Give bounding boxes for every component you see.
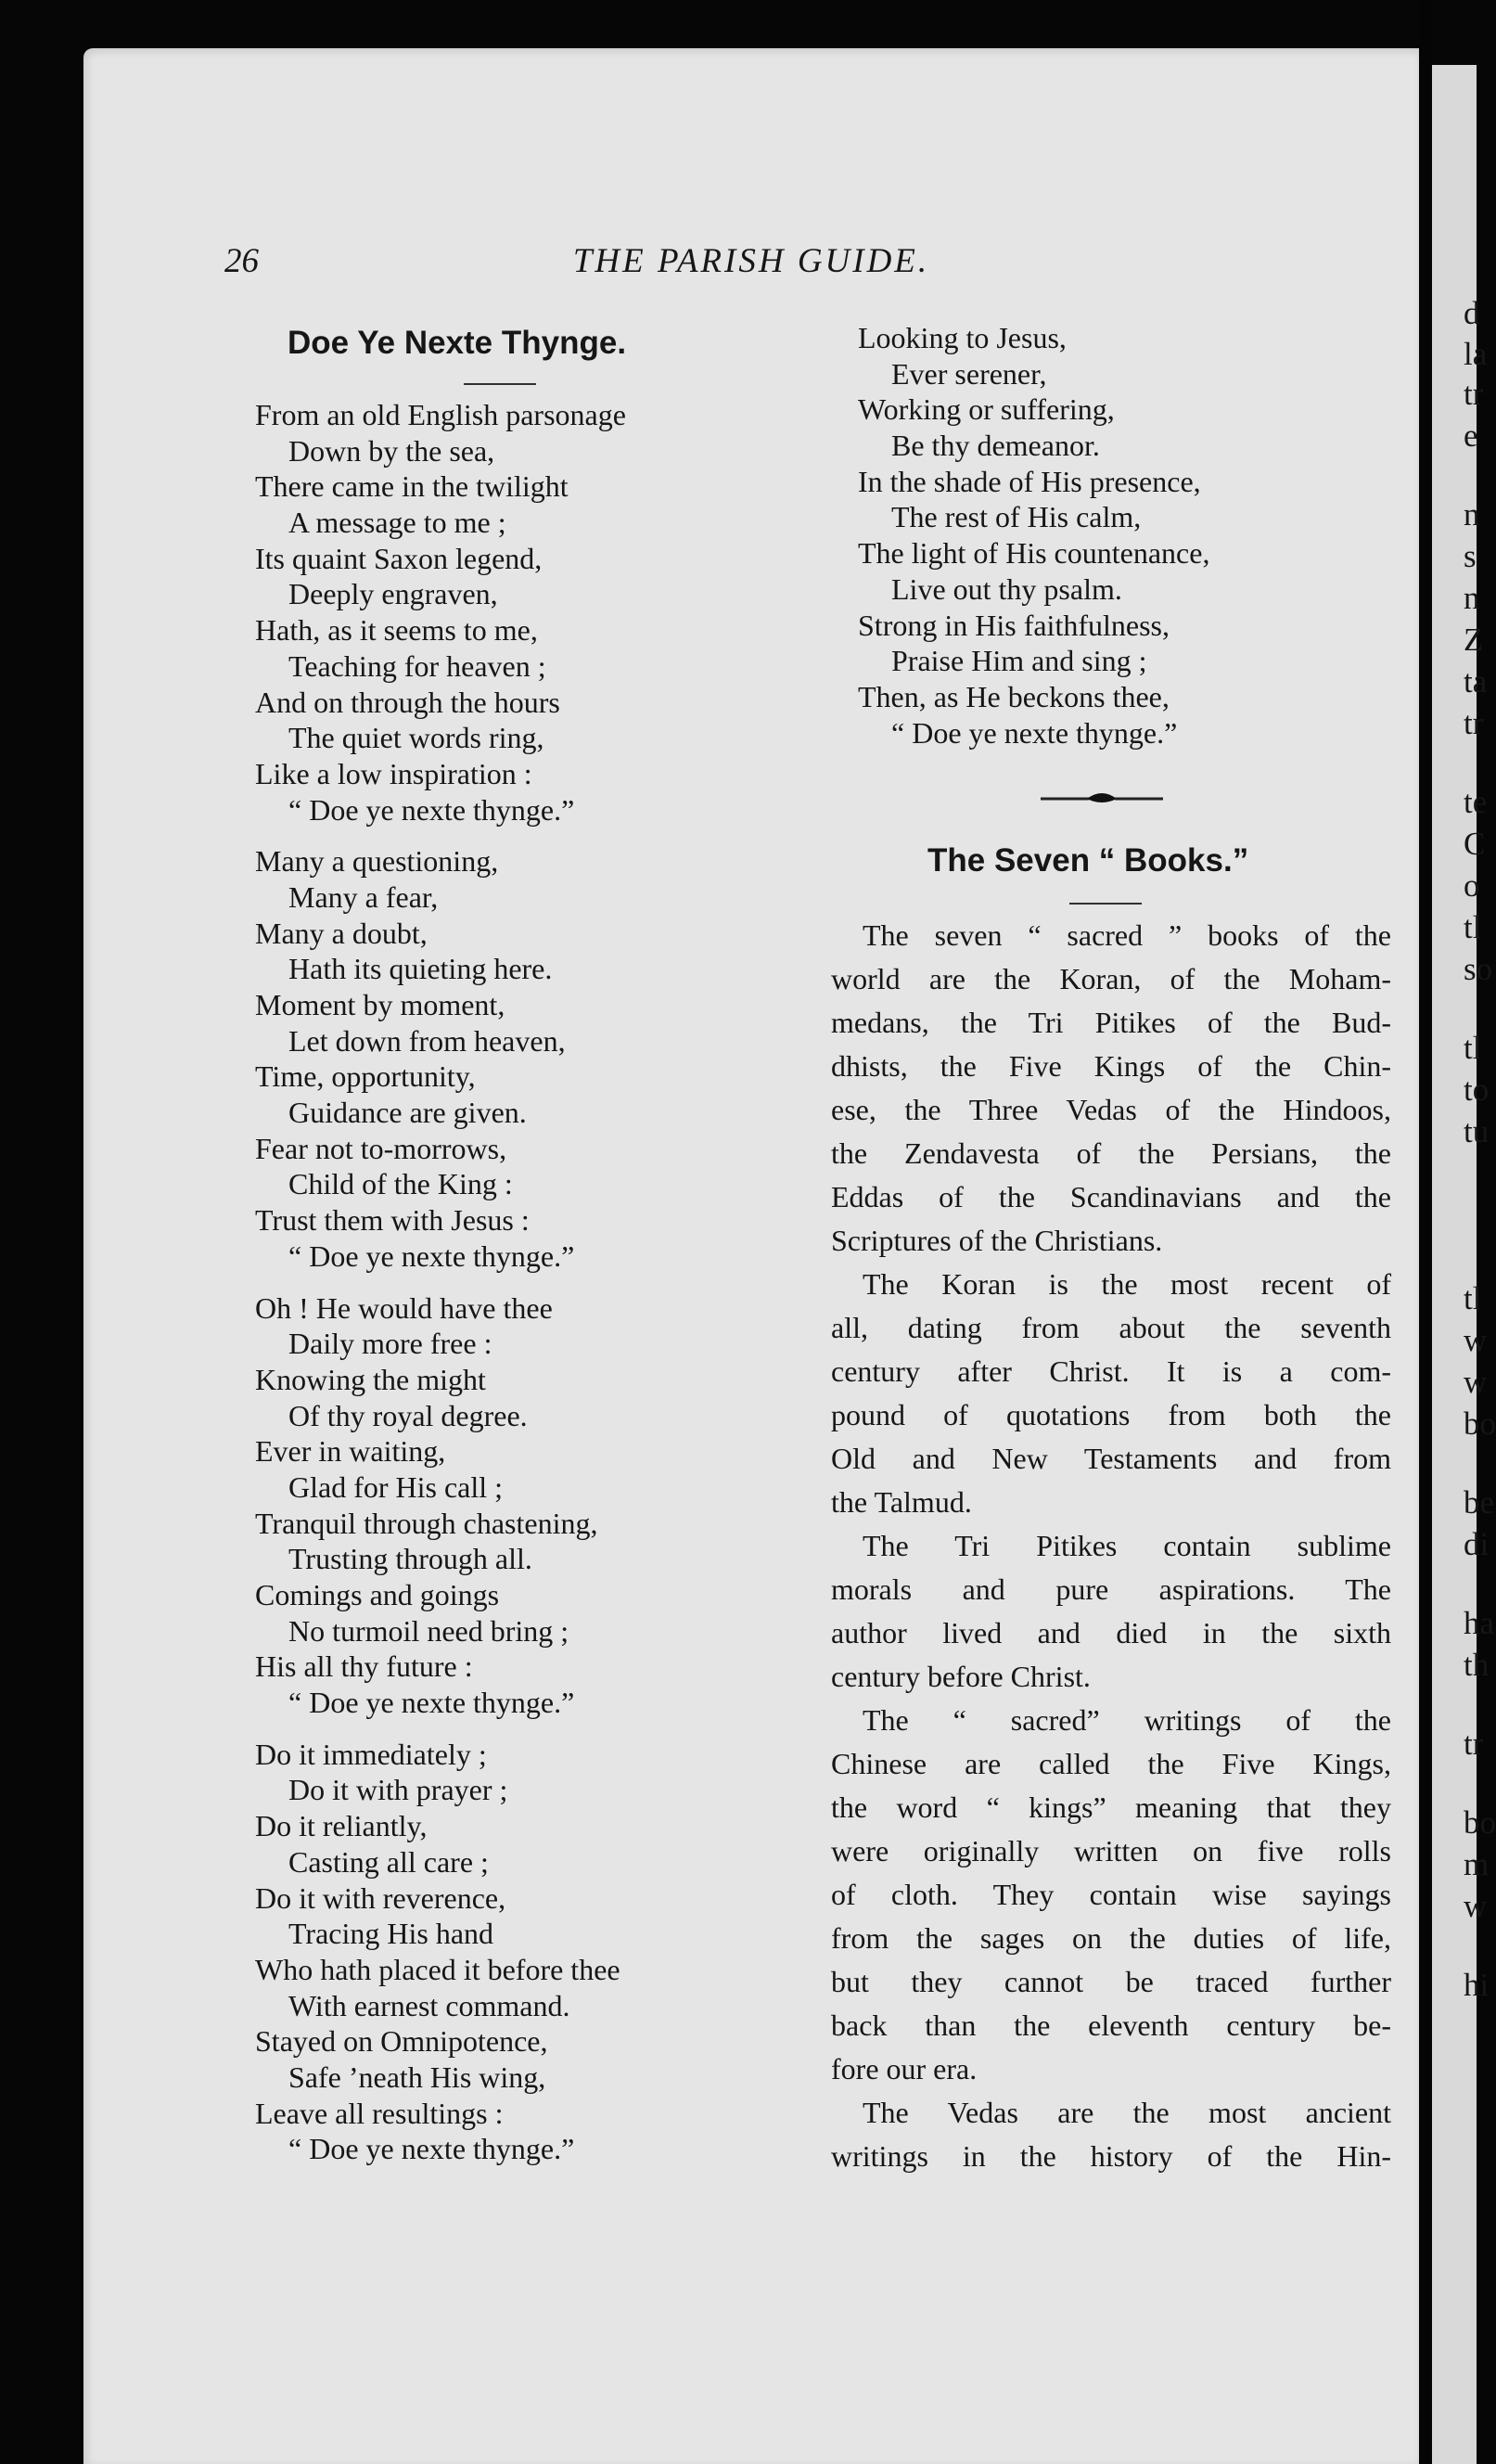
poem-line: Looking to Jesus, <box>858 321 1067 354</box>
poem-line: Time, opportunity, <box>255 1059 476 1094</box>
poem-line: Ever serener, <box>891 356 1047 391</box>
poem-line: “ Doe ye nexte thynge.” <box>288 792 575 827</box>
next-page-fragment: tl <box>1464 909 1482 945</box>
poem-line: Comings and goings <box>255 1578 500 1611</box>
poem-stanza <box>255 397 626 828</box>
poem-line: Do it with prayer ; <box>288 1773 508 1807</box>
essay-line: the Zendavesta of the Persians, the <box>831 1136 1391 1170</box>
poem-stanza <box>255 843 626 1274</box>
poem-line: From an old English parsonage <box>255 398 626 431</box>
essay-paragraph <box>831 1699 1391 2091</box>
poem-line: Working or suffering, <box>858 392 1115 427</box>
essay-line: all, dating from about the seventh <box>831 1311 1391 1344</box>
poem-line: Teaching for heaven ; <box>288 648 546 683</box>
next-page-fragment: e <box>1464 417 1478 454</box>
essay-title-rule <box>1069 903 1142 905</box>
poem-line: Let down from heaven, <box>288 1023 566 1058</box>
next-page-fragment: di <box>1464 1526 1490 1562</box>
poem-line: Many a doubt, <box>255 916 428 950</box>
next-page-fragment: tl <box>1464 1030 1482 1066</box>
next-page-fragment: la <box>1464 336 1488 372</box>
poem-column-left <box>255 397 626 2167</box>
essay-line: pound of quotations from both the <box>831 1398 1391 1431</box>
essay-line: author lived and died in the sixth <box>831 1616 1391 1649</box>
essay-line: but they cannot be traced further <box>831 1965 1391 1998</box>
running-head <box>83 243 1419 280</box>
next-page-fragment: to <box>1464 1072 1490 1108</box>
poem-line: Leave all resultings : <box>255 2096 504 2130</box>
essay-paragraph <box>831 2091 1391 2178</box>
poem-line: The quiet words ring, <box>288 721 544 755</box>
poem-line: Casting all care ; <box>288 1844 489 1879</box>
poem-line: Fear not to-morrows, <box>255 1131 507 1165</box>
poem-line: The rest of His calm, <box>891 500 1142 534</box>
stanza-gap <box>255 1275 626 1290</box>
next-page-fragment: Z <box>1464 622 1484 658</box>
next-page-edge <box>1432 65 1496 2464</box>
next-page-fragment: ha <box>1464 1605 1495 1641</box>
next-page-fragment: th <box>1464 1647 1490 1683</box>
essay-paragraph <box>831 1524 1391 1699</box>
poem-column-right <box>858 320 1209 751</box>
poem-line: Live out thy psalm. <box>891 571 1122 606</box>
essay-line: morals and pure aspirations. The <box>831 1572 1391 1606</box>
poem-line: His all thy future : <box>255 1649 473 1684</box>
next-page-fragment: ta <box>1464 663 1488 699</box>
next-page-fragment: C <box>1464 826 1486 862</box>
poem-line: No turmoil need bring ; <box>288 1613 569 1648</box>
poem-line: Hath its quieting here. <box>288 952 553 986</box>
next-page-fragment: hi <box>1464 1967 1490 2003</box>
poem-line: Of thy royal degree. <box>288 1398 528 1432</box>
stanza-gap <box>255 1721 626 1737</box>
next-page-fragment: tl <box>1464 1280 1482 1316</box>
essay-line: of cloth. They contain wise sayings <box>831 1878 1391 1911</box>
essay-line: Chinese are called the Five Kings, <box>831 1747 1391 1780</box>
poem-line: Knowing the might <box>255 1362 486 1396</box>
poem-line: Tracing His hand <box>288 1917 494 1951</box>
poem-line: Safe ’neath His wing, <box>288 2060 546 2094</box>
next-page-fragment: n <box>1464 496 1480 533</box>
poem-line: Deeply engraven, <box>288 577 498 611</box>
next-page-fragment: be <box>1464 1484 1495 1521</box>
next-page-fragment: tr <box>1464 376 1484 412</box>
essay-line: ese, the Three Vedas of the Hindoos, <box>831 1093 1391 1126</box>
poem-line: Guidance are given. <box>288 1096 527 1130</box>
essay-line: Scriptures of the Christians. <box>831 1224 1163 1257</box>
poem-line: Many a questioning, <box>255 844 499 879</box>
next-page-fragment: tu <box>1464 1113 1490 1149</box>
poem-line: And on through the hours <box>255 685 560 719</box>
essay-line: the word “ kings” meaning that they <box>831 1790 1391 1824</box>
poem-line: Be thy demeanor. <box>891 429 1100 463</box>
next-page-fragment: w <box>1464 1364 1488 1400</box>
essay-line: The seven “ sacred ” books of the <box>863 918 1391 952</box>
next-page-fragment: o <box>1464 867 1480 904</box>
poem-line: Down by the sea, <box>288 433 495 468</box>
essay-line: were originally written on five rolls <box>831 1834 1391 1867</box>
poem-line: “ Doe ye nexte thynge.” <box>288 1238 575 1273</box>
next-page-fragment: s <box>1464 538 1477 574</box>
essay-title: The Seven “ Books.” <box>927 842 1249 879</box>
poem-line: Do it reliantly, <box>255 1809 428 1843</box>
poem-line: Stayed on Omnipotence, <box>255 2024 548 2059</box>
essay-line: medans, the Tri Pitikes of the Bud- <box>831 1006 1391 1039</box>
poem-line: A message to me ; <box>288 506 506 540</box>
essay-line: century before Christ. <box>831 1660 1091 1693</box>
page-number: 26 <box>224 242 259 280</box>
poem-line: Do it immediately ; <box>255 1737 487 1771</box>
essay-line: The Koran is the most recent of <box>863 1267 1391 1301</box>
section-ornament <box>1037 787 1167 811</box>
poem-line: “ Doe ye nexte thynge.” <box>891 715 1178 750</box>
poem-line: With earnest command. <box>288 1988 570 2022</box>
poem-line: Like a low inspiration : <box>255 756 532 790</box>
poem-line: Oh ! He would have thee <box>255 1290 553 1325</box>
poem-line: Who hath placed it before thee <box>255 1952 620 1986</box>
poem-line: Then, as He beckons thee, <box>858 679 1170 713</box>
poem-line: Child of the King : <box>288 1167 513 1201</box>
essay-paragraph <box>831 1263 1391 1524</box>
essay-line: from the sages on the duties of life, <box>831 1921 1391 1955</box>
essay-line: the Talmud. <box>831 1485 972 1519</box>
poem-stanza <box>255 1737 626 2167</box>
essay-line: The Tri Pitikes contain sublime <box>863 1529 1391 1562</box>
poem-line: Ever in waiting, <box>255 1434 446 1469</box>
poem-line: Moment by moment, <box>255 988 505 1021</box>
next-page-fragment: so <box>1464 951 1493 987</box>
poem-line: Praise Him and sing ; <box>891 644 1147 678</box>
essay-line: The Vedas are the most ancient <box>863 2096 1391 2129</box>
poem-line: Tranquil through chastening, <box>255 1506 598 1540</box>
essay-line: writings in the history of the Hin- <box>831 2139 1391 2173</box>
next-page-fragment: d <box>1464 295 1480 331</box>
poem-line: There came in the twilight <box>255 469 569 504</box>
poem-line: Strong in His faithfulness, <box>858 608 1170 642</box>
spine-gap <box>1419 0 1432 2464</box>
next-page-fragment: m <box>1464 1846 1490 1882</box>
essay-line: The “ sacred” writings of the <box>863 1703 1391 1737</box>
running-title: THE PARISH GUIDE. <box>572 242 930 280</box>
poem-line: The light of His countenance, <box>858 536 1210 571</box>
essay-line: dhists, the Five Kings of the Chin- <box>831 1049 1391 1083</box>
poem-line: In the shade of His presence, <box>858 464 1201 498</box>
next-page-fragment: bo <box>1464 1804 1496 1841</box>
next-page-fragment: n <box>1464 580 1480 616</box>
essay-line: Eddas of the Scandinavians and the <box>831 1180 1391 1213</box>
poem-line: “ Doe ye nexte thynge.” <box>288 1686 575 1720</box>
essay-body <box>831 914 1391 2178</box>
next-page-fragment: tr <box>1464 1726 1484 1762</box>
poem-line: Many a fear, <box>288 879 439 914</box>
poem-line: “ Doe ye nexte thynge.” <box>288 2132 575 2166</box>
essay-paragraph <box>831 914 1391 1263</box>
poem-line: Trust them with Jesus : <box>255 1203 530 1238</box>
poem-line: Trusting through all. <box>288 1542 532 1576</box>
essay-line: fore our era. <box>831 2052 978 2085</box>
title-rule <box>464 383 536 385</box>
essay-line: back than the eleventh century be- <box>831 2008 1391 2042</box>
essay-line: century after Christ. It is a com- <box>831 1354 1391 1388</box>
essay-line: Old and New Testaments and from <box>831 1442 1391 1475</box>
next-page-fragment: bo <box>1464 1405 1496 1442</box>
poem-stanza <box>858 320 1209 751</box>
next-page-fragment: te <box>1464 784 1488 820</box>
essay-line: world are the Koran, of the Moham- <box>831 962 1391 995</box>
poem-line: Daily more free : <box>288 1327 492 1361</box>
poem-stanza <box>255 1290 626 1721</box>
stanza-gap <box>255 828 626 843</box>
poem-line: Glad for His call ; <box>288 1469 504 1504</box>
next-page-fragment: w <box>1464 1322 1488 1358</box>
poem-title: Doe Ye Nexte Thynge. <box>288 325 627 361</box>
poem-line: Do it with reverence, <box>255 1880 506 1915</box>
poem-line: Hath, as it seems to me, <box>255 613 538 648</box>
poem-line: Its quaint Saxon legend, <box>255 541 543 575</box>
next-page-fragment: tr <box>1464 705 1484 741</box>
next-page-fragment: w <box>1464 1888 1488 1924</box>
